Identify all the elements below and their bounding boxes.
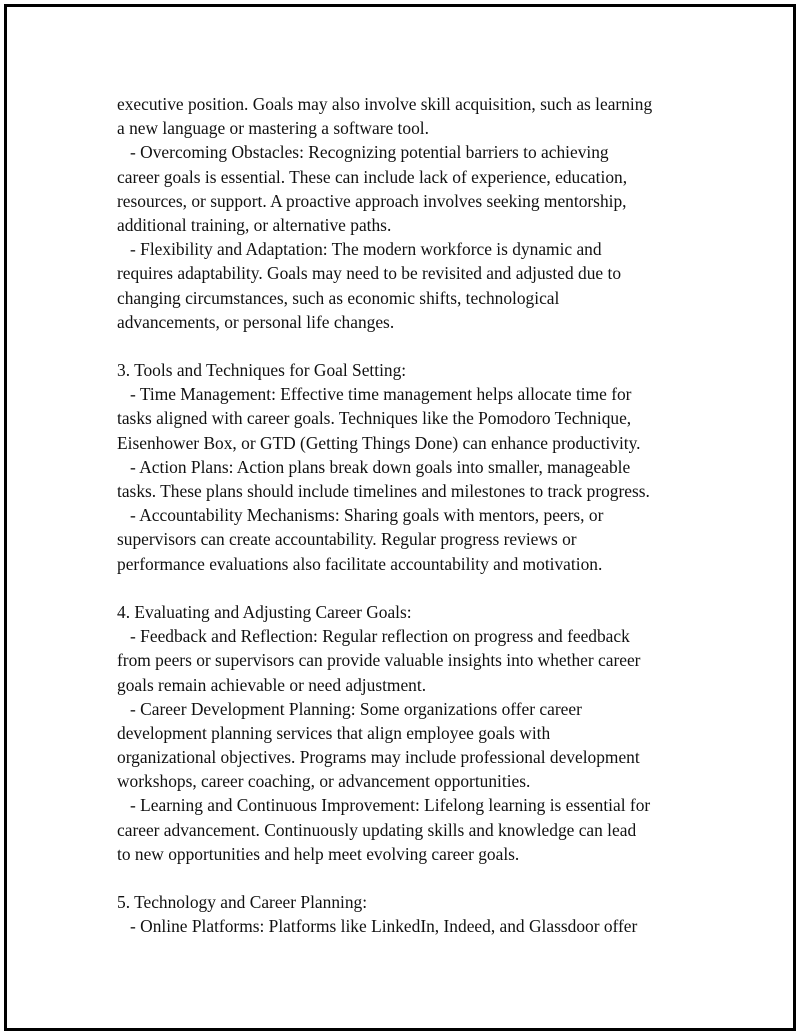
text-line: supervisors can create accountability. Regular progress reviews or	[117, 529, 577, 550]
bullet-line: - Online Platforms: Platforms like LinkedIn, Indeed, and Glassdoor offer	[117, 916, 638, 937]
text-line: organizational objectives. Programs may include professional development	[117, 747, 640, 768]
text-line: performance evaluations also facilitate accountability and motivation.	[117, 553, 603, 574]
bullet-line: - Time Management: Effective time management helps allocate time for	[117, 384, 632, 405]
bullet-line: - Accountability Mechanisms: Sharing goals with mentors, peers, or	[117, 505, 604, 526]
text-line: goals remain achievable or need adjustment.	[117, 674, 427, 695]
text-line: advancements, or personal life changes.	[117, 311, 395, 332]
text-line: workshops, career coaching, or advancement opportunities.	[117, 771, 531, 792]
text-line: to new opportunities and help meet evolving career goals.	[117, 843, 520, 864]
blank-line	[117, 334, 717, 358]
text-line: requires adaptability. Goals may need to be revisited and adjusted due to	[117, 263, 622, 284]
text-line: career goals is essential. These can include lack of experience, education,	[117, 166, 628, 187]
text-line: from peers or supervisors can provide valuable insights into whether career	[117, 650, 641, 671]
text-line: Eisenhower Box, or GTD (Getting Things Done) can enhance productivity.	[117, 432, 641, 453]
section-heading: 3. Tools and Techniques for Goal Setting:	[117, 360, 407, 381]
text-line: executive position. Goals may also involve skill acquisition, such as learning	[117, 94, 653, 114]
text-line: tasks aligned with career goals. Techniques like the Pomodoro Technique,	[117, 408, 632, 429]
document-body	[117, 92, 717, 939]
bullet-line: - Learning and Continuous Improvement: Lifelong learning is essential for	[117, 795, 651, 816]
section-heading: 4. Evaluating and Adjusting Career Goals:	[117, 601, 412, 622]
bullet-line: - Overcoming Obstacles: Recognizing potential barriers to achieving	[117, 142, 609, 163]
bullet-line: - Action Plans: Action plans break down goals into smaller, manageable	[117, 456, 631, 477]
text-line: changing circumstances, such as economic shifts, technological	[117, 287, 560, 308]
blank-line	[117, 866, 717, 890]
text-line: a new language or mastering a software tool.	[117, 118, 429, 139]
bullet-line: - Feedback and Reflection: Regular reflection on progress and feedback	[117, 626, 630, 647]
blank-line	[117, 576, 717, 600]
text-line: development planning services that align employee goals with	[117, 722, 551, 743]
text-line: career advancement. Continuously updating skills and knowledge can lead	[117, 819, 637, 840]
text-line: tasks. These plans should include timelines and milestones to track progress.	[117, 481, 650, 501]
text-line: additional training, or alternative paths.	[117, 214, 392, 235]
bullet-line: - Career Development Planning: Some organizations offer career	[117, 698, 582, 719]
section-heading: 5. Technology and Career Planning:	[117, 892, 368, 913]
text-line: resources, or support. A proactive approach involves seeking mentorship,	[117, 190, 627, 211]
bullet-line: - Flexibility and Adaptation: The modern workforce is dynamic and	[117, 239, 602, 260]
